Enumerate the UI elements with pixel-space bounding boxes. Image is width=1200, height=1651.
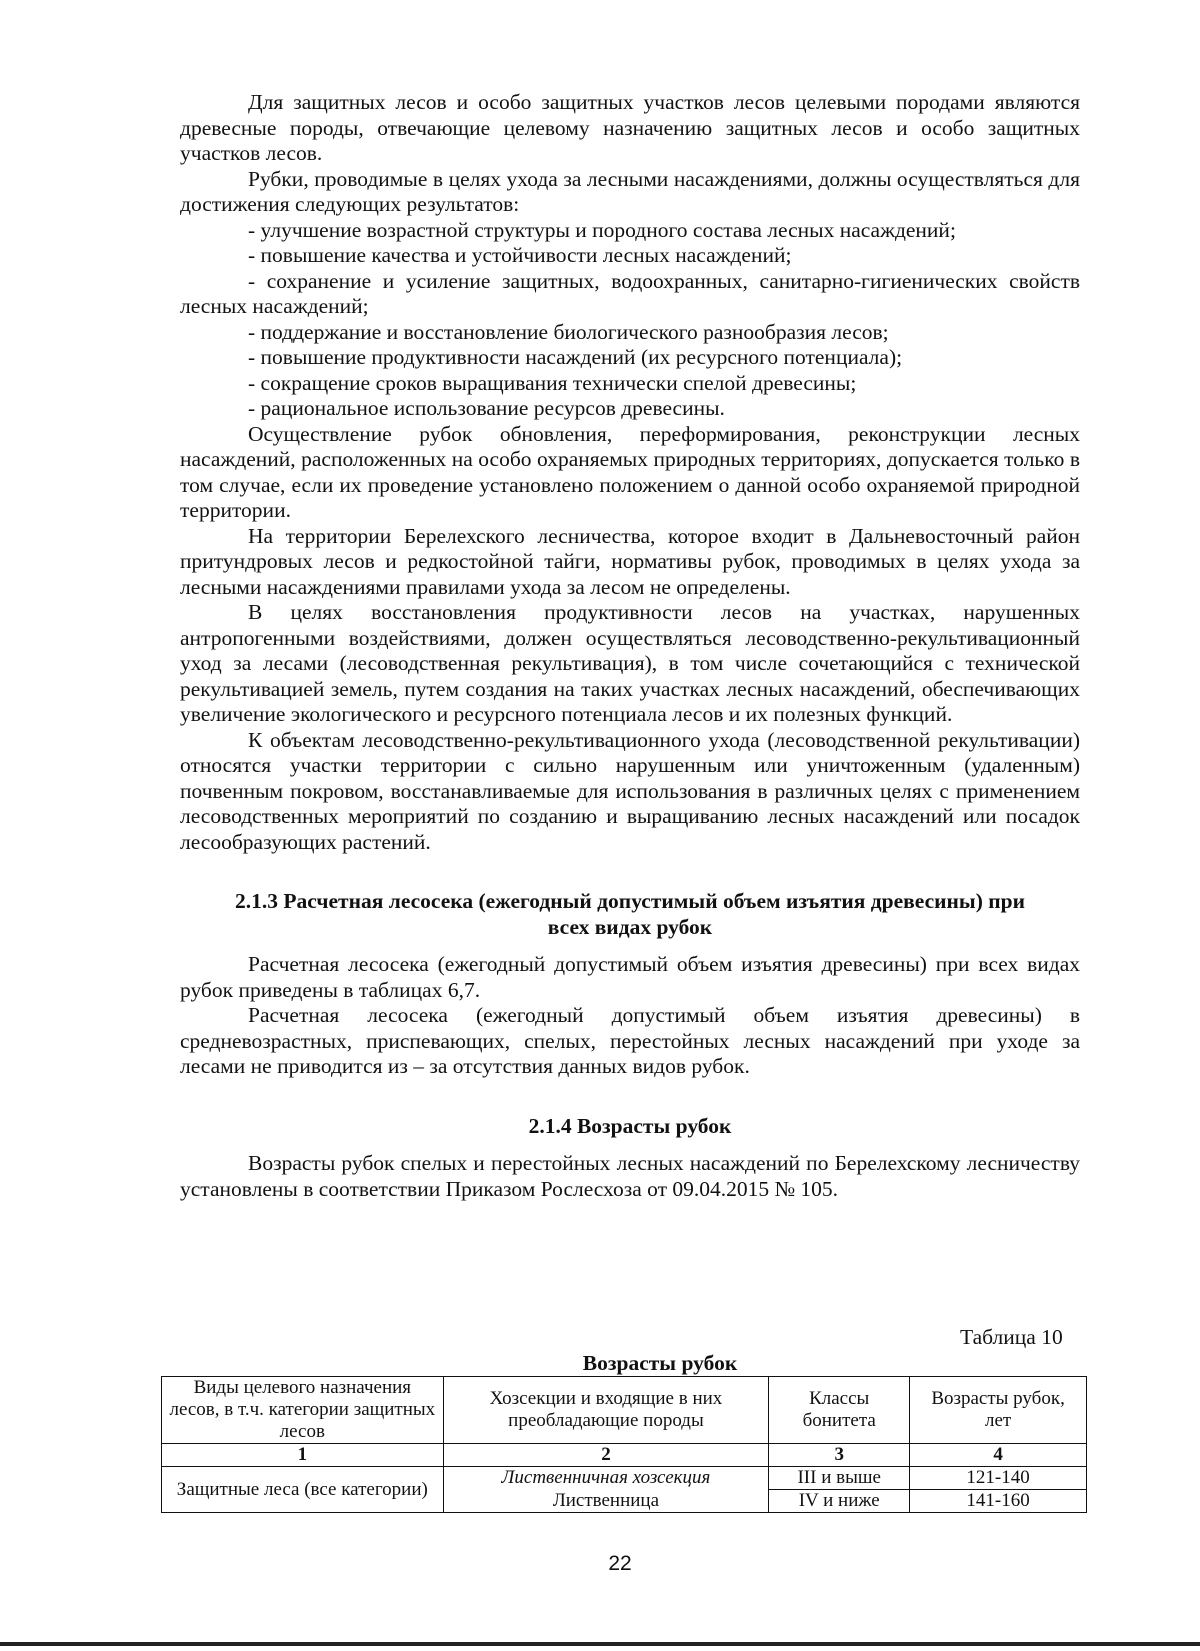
table-header: Хозсекции и входящие в них преобладающие породы [443,1377,769,1444]
list-item: - улучшение возрастной структуры и породного состава лесных насаждений; [248,217,956,242]
table-cell-category: Защитные леса (все категории) [162,1467,444,1513]
paragraph: На территории Берелехского лесничества, которое входит в Дальневосточный район притундровых лесов и редкостойной тайги, нормативы рубок, проводимых в целях ухода за лесными насаждениями правилами ухода за лесом не определены. [180,523,1080,599]
paragraph: Расчетная лесосека (ежегодный допустимый объем изъятия древесины) в средневозрастных, приспевающих, спелых, перестойных лесных насаждений при уходе за лесами не приводится из – за отсутствия данных видов рубок. [180,1003,1080,1078]
table-number-row [162,1444,1087,1467]
section-heading-cont: всех видах рубок [547,914,713,939]
page-number: 22 [608,1552,632,1575]
scan-edge-line [0,1642,1200,1646]
paragraph: Расчетная лесосека (ежегодный допустимый объем изъятия древесины) при всех видах рубок приведены в таблицах 6,7. [180,952,1080,1002]
table-cell-age: 141-160 [910,1490,1087,1513]
column-number: 1 [162,1444,444,1467]
list-item: - рациональное использование ресурсов древесины. [248,396,725,420]
table-row [162,1467,1087,1490]
column-number: 4 [910,1444,1087,1467]
table-header: Виды целевого назначения лесов, в т.ч. категории защитных лесов [162,1377,444,1444]
paragraph: Осуществление рубок обновления, переформирования, реконструкции лесных насаждений, расположенных на особо охраняемых природных территориях, допускается только в том случае, если их проведение установлено положением о данной особо охраняемой природной территории. [180,421,1080,522]
list-item: - сохранение и усиление защитных, водоохранных, санитарно-гигиенических свойств лесных насаждений; [180,268,1080,318]
list-item: - повышение качества и устойчивости лесных насаждений; [248,243,792,267]
column-number: 3 [769,1444,910,1467]
column-number: 2 [443,1444,769,1467]
table-header-row [162,1377,1087,1444]
section-heading: 2.1.4 Возрасты рубок [528,1113,732,1138]
paragraph: Для защитных лесов и особо защитных участков лесов целевыми породами являются древесные породы, отвечающие целевому назначению защитных лесов и особо защитных участков лесов. [180,90,1080,165]
table-cell-bonitet: IV и ниже [769,1490,910,1513]
list-item: - повышение продуктивности насаждений (их ресурсного потенциала); [248,345,903,369]
table-cell-age: 121-140 [910,1467,1087,1490]
table-title: Возрасты рубок [582,1351,738,1375]
list-item: - сокращение сроков выращивания технически спелой древесины; [248,370,857,395]
cutting-age-table [161,1376,1087,1513]
paragraph: Возрасты рубок спелых и перестойных лесных насаждений по Берелехскому лесничеству установлены в соответствии Приказом Рослесхоза от 09.04.2015 № 105. [180,1151,1080,1201]
table-caption: Таблица 10 [960,1325,1063,1349]
paragraph: К объектам лесоводственно-рекультивационного ухода (лесоводственной рекультивации) относятся участки территории с сильно нарушенным или уничтоженным (удаленным) почвенным покровом, восстанавливаемые для использования в различных целях с применением лесоводственных мероприятий по созданию и выращиванию лесных насаждений или посадок лесообразующих растений. [180,727,1080,854]
section-heading: 2.1.3 Расчетная лесосека (ежегодный допустимый объем изъятия древесины) при [235,889,1025,913]
table-header: Классы бонитета [769,1377,910,1444]
paragraph: В целях восстановления продуктивности лесов на участках, нарушенных антропогенными воздействиями, должен осуществляться лесоводственно-рекультивационный уход за лесами (лесоводственная рекультивация), в том числе сочетающийся с технической рекультивацией земель, путем создания на таких участках лесных насаждений, обеспечивающих увеличение экологического и ресурсного потенциала лесов и их полезных функций. [180,600,1080,726]
table-cell-bonitet: III и выше [769,1467,910,1490]
body-text [180,90,1080,1202]
paragraph: Рубки, проводимые в целях ухода за лесными насаждениями, должны осуществляться для достижения следующих результатов: [180,166,1080,216]
table-header: Возрасты рубок, лет [910,1377,1087,1444]
list-item: - поддержание и восстановление биологического разнообразия лесов; [248,319,889,344]
table-cell-section: Лиственничная хозсекция [443,1467,769,1490]
table-cell-species: Лиственница [443,1490,769,1513]
